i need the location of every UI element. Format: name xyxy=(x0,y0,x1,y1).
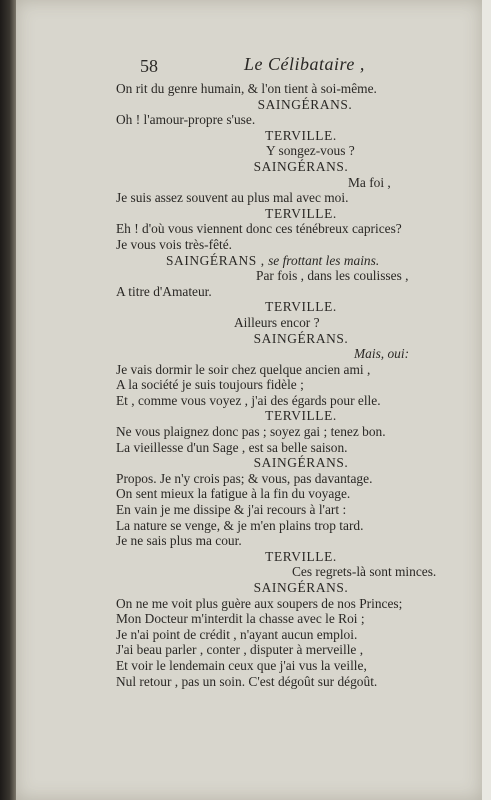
verse-line: Et voir le lendemain ceux que j'ai vus la veille, xyxy=(116,657,367,673)
verse-line: Ne vous plaignez donc pas ; soyez gai ; tenez bon. xyxy=(116,424,386,440)
running-title: Le Célibataire , xyxy=(244,54,365,74)
speaker-name: TERVILLE. xyxy=(265,127,337,143)
verse-line: A titre d'Amateur. xyxy=(116,283,212,299)
verse-line: Y songez-vous ? xyxy=(266,143,355,159)
verse-line: Et , comme vous voyez , j'ai des égards pour elle. xyxy=(116,392,381,408)
speaker-name: SAINGÉRANS , xyxy=(166,252,265,268)
speaker-name: SAINGÉRANS. xyxy=(257,96,353,112)
verse-line: La nature se venge, & je m'en plains trop tard. xyxy=(116,517,364,533)
verse-line: Eh ! d'où vous viennent donc ces ténébreux caprices? xyxy=(116,221,402,237)
verse-line: Oh ! l'amour-propre s'use. xyxy=(116,112,256,128)
page-header xyxy=(116,55,486,81)
verse-line: A la société je suis toujours fidèle ; xyxy=(116,377,304,393)
verse-line: Ailleurs encor ? xyxy=(234,314,320,330)
verse-line: En vain je me dissipe & j'ai recours à l'art : xyxy=(116,502,347,518)
speaker-name: SAINGÉRANS. xyxy=(253,455,349,471)
speaker-name: SAINGÉRANS. xyxy=(253,158,349,174)
page-number: 58 xyxy=(140,56,158,76)
verse-line: J'ai beau parler , conter , disputer à merveille , xyxy=(116,642,364,658)
verse-line: Ma foi , xyxy=(348,174,391,190)
verse-line: On ne me voit plus guère aux soupers de nos Princes; xyxy=(116,595,403,611)
verse-line: Je suis assez souvent au plus mal avec moi. xyxy=(116,190,349,206)
page-text xyxy=(116,55,486,689)
speaker-name: TERVILLE. xyxy=(265,408,337,424)
stage-direction-line xyxy=(116,253,486,269)
book-spine xyxy=(0,0,16,800)
verse-line: Mon Docteur m'interdit la chasse avec le Roi ; xyxy=(116,611,365,627)
verse-line: Mais, oui: xyxy=(354,346,410,362)
verse-line: On sent mieux la fatigue à la fin du voyage. xyxy=(116,486,351,502)
stage-direction: se frottant les mains. xyxy=(268,252,380,268)
verse-line: Je n'ai point de crédit , n'ayant aucun emploi. xyxy=(116,626,358,642)
speaker-name: TERVILLE. xyxy=(265,205,337,221)
verse-line: Par fois , dans les coulisses , xyxy=(256,268,409,284)
speaker-name: SAINGÉRANS. xyxy=(253,580,349,595)
verse-line: Je vous vois très-fêté. xyxy=(116,236,233,252)
verse-line: On rit du genre humain, & l'on tient à soi-même. xyxy=(116,81,377,96)
verse-line: La vieillesse d'un Sage , est sa belle saison. xyxy=(116,439,348,455)
verse-line: Je ne sais plus ma cour. xyxy=(116,533,242,549)
verse-line: Nul retour , pas un soin. C'est dégoût sur dégoût. xyxy=(116,673,378,689)
verse-line: Propos. Je n'y crois pas; & vous, pas davantage. xyxy=(116,470,373,486)
verse-line: Ces regrets-là sont minces. xyxy=(292,564,437,580)
speaker-name: TERVILLE. xyxy=(265,548,337,564)
speaker-name: TERVILLE. xyxy=(265,299,337,315)
verse-line: Je vais dormir le soir chez quelque ancien ami , xyxy=(116,361,371,377)
speaker-name: SAINGÉRANS. xyxy=(253,330,349,346)
book-page xyxy=(16,0,482,800)
